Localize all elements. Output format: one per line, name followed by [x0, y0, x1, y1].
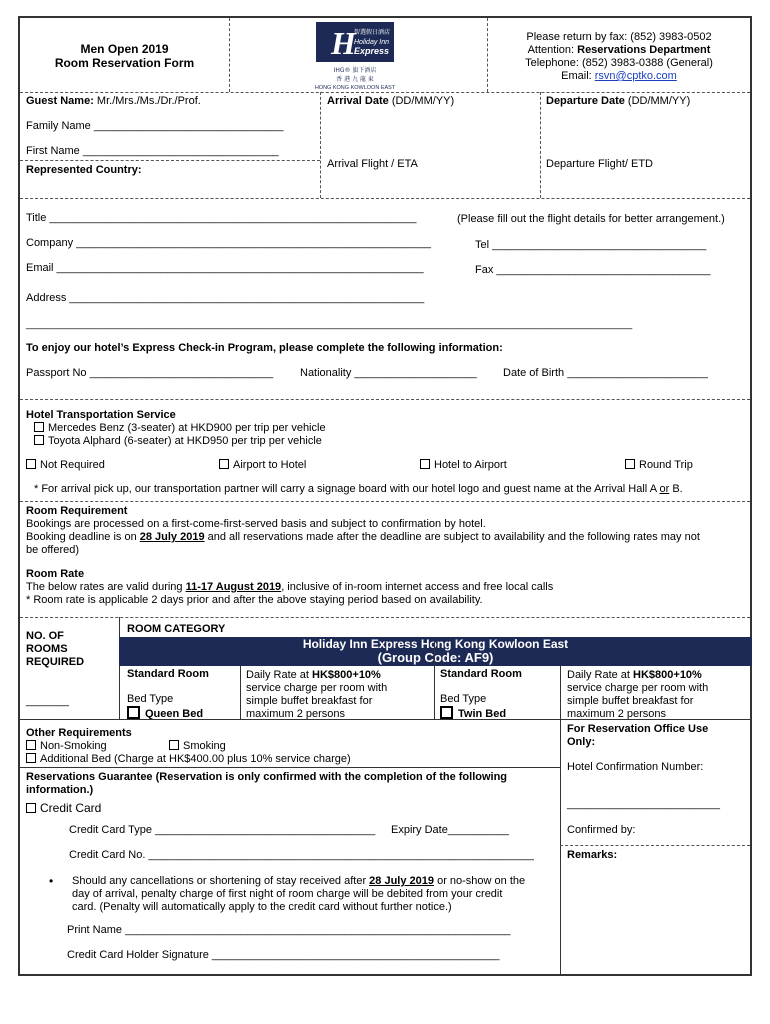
- print-name-field[interactable]: Print Name _______________________________________________________________: [67, 924, 511, 936]
- service-label: Hotel to Airport: [434, 459, 507, 471]
- checkbox[interactable]: [440, 706, 453, 719]
- arrival-date-format: (DD/MM/YY): [388, 95, 455, 107]
- office-use-heading-line2: Only:: [567, 736, 596, 748]
- pickup-note-or: or: [659, 483, 670, 495]
- bullet-icon: •: [49, 874, 54, 888]
- date-of-birth-field[interactable]: Date of Birth _______________________: [503, 367, 708, 379]
- divider: [20, 767, 560, 768]
- hotel-confirmation-number[interactable]: Hotel Confirmation Number:: [567, 761, 704, 773]
- checkbox[interactable]: [625, 459, 635, 469]
- rate-text: Daily Rate at: [246, 669, 313, 681]
- transport-option-alphard[interactable]: [34, 435, 322, 448]
- table-divider: [434, 637, 435, 719]
- telephone: Telephone: (852) 3983-0388 (General): [525, 57, 713, 69]
- room-rate-line1: [26, 581, 553, 594]
- express-checkin-heading: To enjoy our hotel’s Express Check-in Program, please complete the following information:: [26, 342, 503, 354]
- divider: [20, 198, 750, 199]
- arrival-date-label: Arrival Date: [327, 95, 389, 107]
- pickup-note: [34, 483, 683, 496]
- table-divider: [240, 666, 241, 719]
- form-title-line1: Men Open 2019: [80, 42, 169, 56]
- checkbox[interactable]: [26, 740, 36, 750]
- title-field[interactable]: Title ____________________________________________________________: [26, 212, 417, 224]
- room-requirement-line2: [26, 531, 700, 544]
- passport-field[interactable]: Passport No ______________________________: [26, 367, 274, 379]
- queen-rate-line2: service charge per room with: [246, 682, 388, 694]
- policy-text-end: or no-show on the: [434, 875, 526, 887]
- option-label: Credit Card: [40, 801, 102, 815]
- family-name-field[interactable]: Family Name _______________________________: [26, 120, 284, 132]
- departure-flight-field[interactable]: Departure Flight/ ETD: [546, 158, 653, 170]
- rate-validity-text-end: , inclusive of in-room internet access and free local calls: [281, 581, 554, 593]
- table-divider: [560, 666, 561, 719]
- queen-rate-line3: simple buffet breakfast for: [246, 695, 373, 707]
- departure-date-label: Departure Date: [546, 95, 625, 107]
- table-divider: [119, 617, 120, 719]
- logo-brand-express: Express: [354, 46, 390, 56]
- table-divider: [20, 719, 750, 720]
- num-rooms-label-line1: NO. OF: [26, 630, 64, 642]
- guest-name-label: Guest Name:: [26, 95, 94, 107]
- logo-brand-holiday: Holiday Inn: [354, 39, 390, 46]
- remarks-field[interactable]: Remarks:: [567, 849, 618, 861]
- room-type-queen: Standard Room: [127, 668, 209, 680]
- twin-rate-line4: maximum 2 persons: [567, 708, 667, 720]
- num-rooms-field[interactable]: _______: [26, 695, 69, 707]
- email-link[interactable]: rsvn@cptko.com: [594, 70, 677, 82]
- other-requirements-heading: Other Requirements: [26, 727, 132, 739]
- hotel-logo: [305, 20, 405, 92]
- hotel-name: Holiday Inn Express Hong Kong Kowloon East: [302, 637, 569, 651]
- divider: [20, 501, 750, 502]
- form-title-line2: Room Reservation Form: [54, 56, 195, 70]
- email-field[interactable]: Email ____________________________________________________________: [26, 262, 424, 274]
- service-not-required[interactable]: [26, 459, 105, 472]
- num-rooms-label-line2: ROOMS: [26, 643, 68, 655]
- rate-value: HK$800+10%: [312, 669, 381, 681]
- signature-field[interactable]: Credit Card Holder Signature _______________________________________________: [67, 949, 500, 961]
- room-requirement-line1: Bookings are processed on a first-come-first-served basis and subject to confirmation by hotel.: [26, 518, 486, 530]
- service-hotel-to-airport[interactable]: [420, 459, 507, 472]
- divider: [20, 160, 320, 161]
- attention-value: Reservations Department: [577, 44, 711, 56]
- attention: [488, 44, 750, 57]
- room-requirement-heading: Room Requirement: [26, 505, 128, 517]
- office-use-heading-line1: For Reservation Office Use: [567, 723, 709, 735]
- service-label: Not Required: [40, 459, 105, 471]
- fax-field[interactable]: Fax ___________________________________: [475, 264, 711, 276]
- option-label: Non-Smoking: [40, 740, 107, 752]
- option-label: Smoking: [183, 740, 226, 752]
- room-category-label: ROOM CATEGORY: [127, 623, 226, 635]
- address-field-line2[interactable]: _____________________________________________________________________________________________________________: [26, 319, 633, 330]
- logo-english-location: HONG KONG KOWLOON EAST: [314, 85, 396, 91]
- rate-text: Daily Rate at: [567, 669, 634, 681]
- hotel-banner: [119, 637, 752, 666]
- room-type-twin: Standard Room: [440, 668, 522, 680]
- checkbox[interactable]: [26, 459, 36, 469]
- company-field[interactable]: Company __________________________________________________________: [26, 237, 431, 249]
- option-label: Additional Bed (Charge at HK$400.00 plus 10% service charge): [40, 753, 351, 765]
- additional-bed-option[interactable]: [26, 753, 351, 766]
- divider: [320, 92, 321, 198]
- deadline-text: Booking deadline is on: [26, 531, 140, 543]
- guest-name-options[interactable]: Mr./Mrs./Ms./Dr./Prof.: [93, 95, 201, 107]
- return-fax: Please return by fax: (852) 3983-0502: [526, 31, 712, 43]
- first-name-field[interactable]: First Name ________________________________: [26, 145, 279, 157]
- credit-card-option[interactable]: [26, 801, 101, 815]
- rate-validity-dates: 11-17 August 2019: [185, 581, 282, 593]
- arrival-flight-field[interactable]: Arrival Flight / ETA: [327, 158, 418, 170]
- checkbox[interactable]: [169, 740, 179, 750]
- checkbox[interactable]: [420, 459, 430, 469]
- logo-ihg: IHG® 旗下酒店: [333, 67, 377, 74]
- booking-deadline: 28 July 2019: [139, 531, 205, 543]
- logo-h-mark: H: [331, 25, 356, 61]
- checkbox[interactable]: [219, 459, 229, 469]
- cancellation-date: 28 July 2019: [369, 875, 435, 887]
- cancellation-policy-line3: card. (Penalty will automatically apply to the credit card without further notice.): [72, 901, 452, 913]
- twin-rate-line1: [567, 669, 702, 682]
- num-rooms-label-line3: REQUIRED: [26, 656, 85, 668]
- departure-date-format: (DD/MM/YY): [624, 95, 691, 107]
- pickup-note-end: B.: [669, 483, 683, 495]
- departure-date-field[interactable]: [546, 95, 690, 108]
- card-number-field[interactable]: Credit Card No. _______________________________________________________________: [69, 849, 534, 861]
- non-smoking-option[interactable]: [26, 740, 107, 753]
- divider: [20, 399, 750, 400]
- bed-type-label: Bed Type: [127, 693, 174, 705]
- checkbox[interactable]: [34, 435, 44, 445]
- tel-field[interactable]: Tel ___________________________________: [475, 239, 707, 251]
- bed-type-label: Bed Type: [440, 693, 487, 705]
- service-airport-to-hotel[interactable]: [219, 459, 306, 472]
- divider: [20, 617, 750, 618]
- email-label: Email:: [561, 70, 595, 82]
- checkbox[interactable]: [127, 706, 140, 719]
- rate-validity-text: The below rates are valid during: [26, 581, 186, 593]
- policy-text: Should any cancellations or shortening of stay received after: [72, 875, 370, 887]
- twin-rate-line2: service charge per room with: [567, 682, 709, 694]
- transport-option-label: Mercedes Benz (3-seater) at HKD900 per trip per vehicle: [48, 422, 326, 434]
- divider: [540, 92, 541, 198]
- email: [488, 70, 750, 83]
- service-round-trip[interactable]: [625, 459, 693, 472]
- pickup-note-text: * For arrival pick up, our transportation partner will carry a signage board with our hotel logo and guest name at the Arrival Hall A: [34, 483, 660, 495]
- deadline-text-end: and all reservations made after the deadline are subject to availability and the following rates may not: [204, 531, 700, 543]
- group-code: (Group Code: AF9): [377, 650, 494, 665]
- nationality-field[interactable]: Nationality ____________________: [300, 367, 477, 379]
- guarantee-heading-line2: information.): [26, 784, 94, 796]
- bed-option-label: Queen Bed: [145, 708, 204, 720]
- service-label: Airport to Hotel: [233, 459, 307, 471]
- divider: [229, 18, 230, 92]
- service-label: Round Trip: [639, 459, 693, 471]
- transport-option-mercedes[interactable]: [34, 422, 326, 435]
- room-requirement-line3: be offered): [26, 544, 80, 556]
- smoking-option[interactable]: [169, 740, 226, 753]
- expiry-date-field[interactable]: Expiry Date__________: [391, 824, 510, 836]
- divider: [560, 845, 750, 846]
- room-rate-heading: Room Rate: [26, 568, 85, 580]
- rate-value: HK$800+10%: [633, 669, 702, 681]
- logo-brand-cn: 智選假日酒店: [354, 29, 391, 36]
- guarantee-heading-line1: Reservations Guarantee (Reservation is only confirmed with the completion of the following: [26, 771, 508, 783]
- transport-heading: Hotel Transportation Service: [26, 409, 176, 421]
- arrival-date-field[interactable]: [327, 95, 454, 108]
- bed-option-label: Twin Bed: [458, 708, 507, 720]
- queen-rate-line1: [246, 669, 381, 682]
- guest-name: [26, 95, 201, 108]
- divider: [20, 92, 750, 93]
- cancellation-policy-line2: day of arrival, penalty charge of first night of room charge will be debited from your credit: [72, 888, 503, 900]
- queen-rate-line4: maximum 2 persons: [246, 708, 346, 720]
- address-field[interactable]: Address __________________________________________________________: [26, 292, 425, 304]
- checkbox[interactable]: [26, 803, 36, 813]
- represented-country-field[interactable]: Represented Country:: [26, 164, 142, 176]
- checkbox[interactable]: [26, 753, 36, 763]
- logo-chinese-location: 香 港 九 龍 東: [336, 76, 374, 83]
- attention-label: Attention:: [527, 44, 578, 56]
- confirmation-number-field[interactable]: _________________________: [567, 798, 720, 810]
- office-column-divider: [560, 719, 561, 975]
- room-rate-line2: * Room rate is applicable 2 days prior and after the above staying period based on availability.: [26, 594, 483, 606]
- transport-option-label: Toyota Alphard (6-seater) at HKD950 per trip per vehicle: [48, 435, 322, 447]
- checkbox[interactable]: [34, 422, 44, 432]
- card-type-field[interactable]: Credit Card Type ____________________________________: [69, 824, 376, 836]
- flight-details-note: (Please fill out the flight details for better arrangement.): [457, 213, 725, 225]
- cancellation-policy-line1: [72, 875, 525, 888]
- confirmed-by-field[interactable]: Confirmed by:: [567, 824, 636, 836]
- twin-rate-line3: simple buffet breakfast for: [567, 695, 694, 707]
